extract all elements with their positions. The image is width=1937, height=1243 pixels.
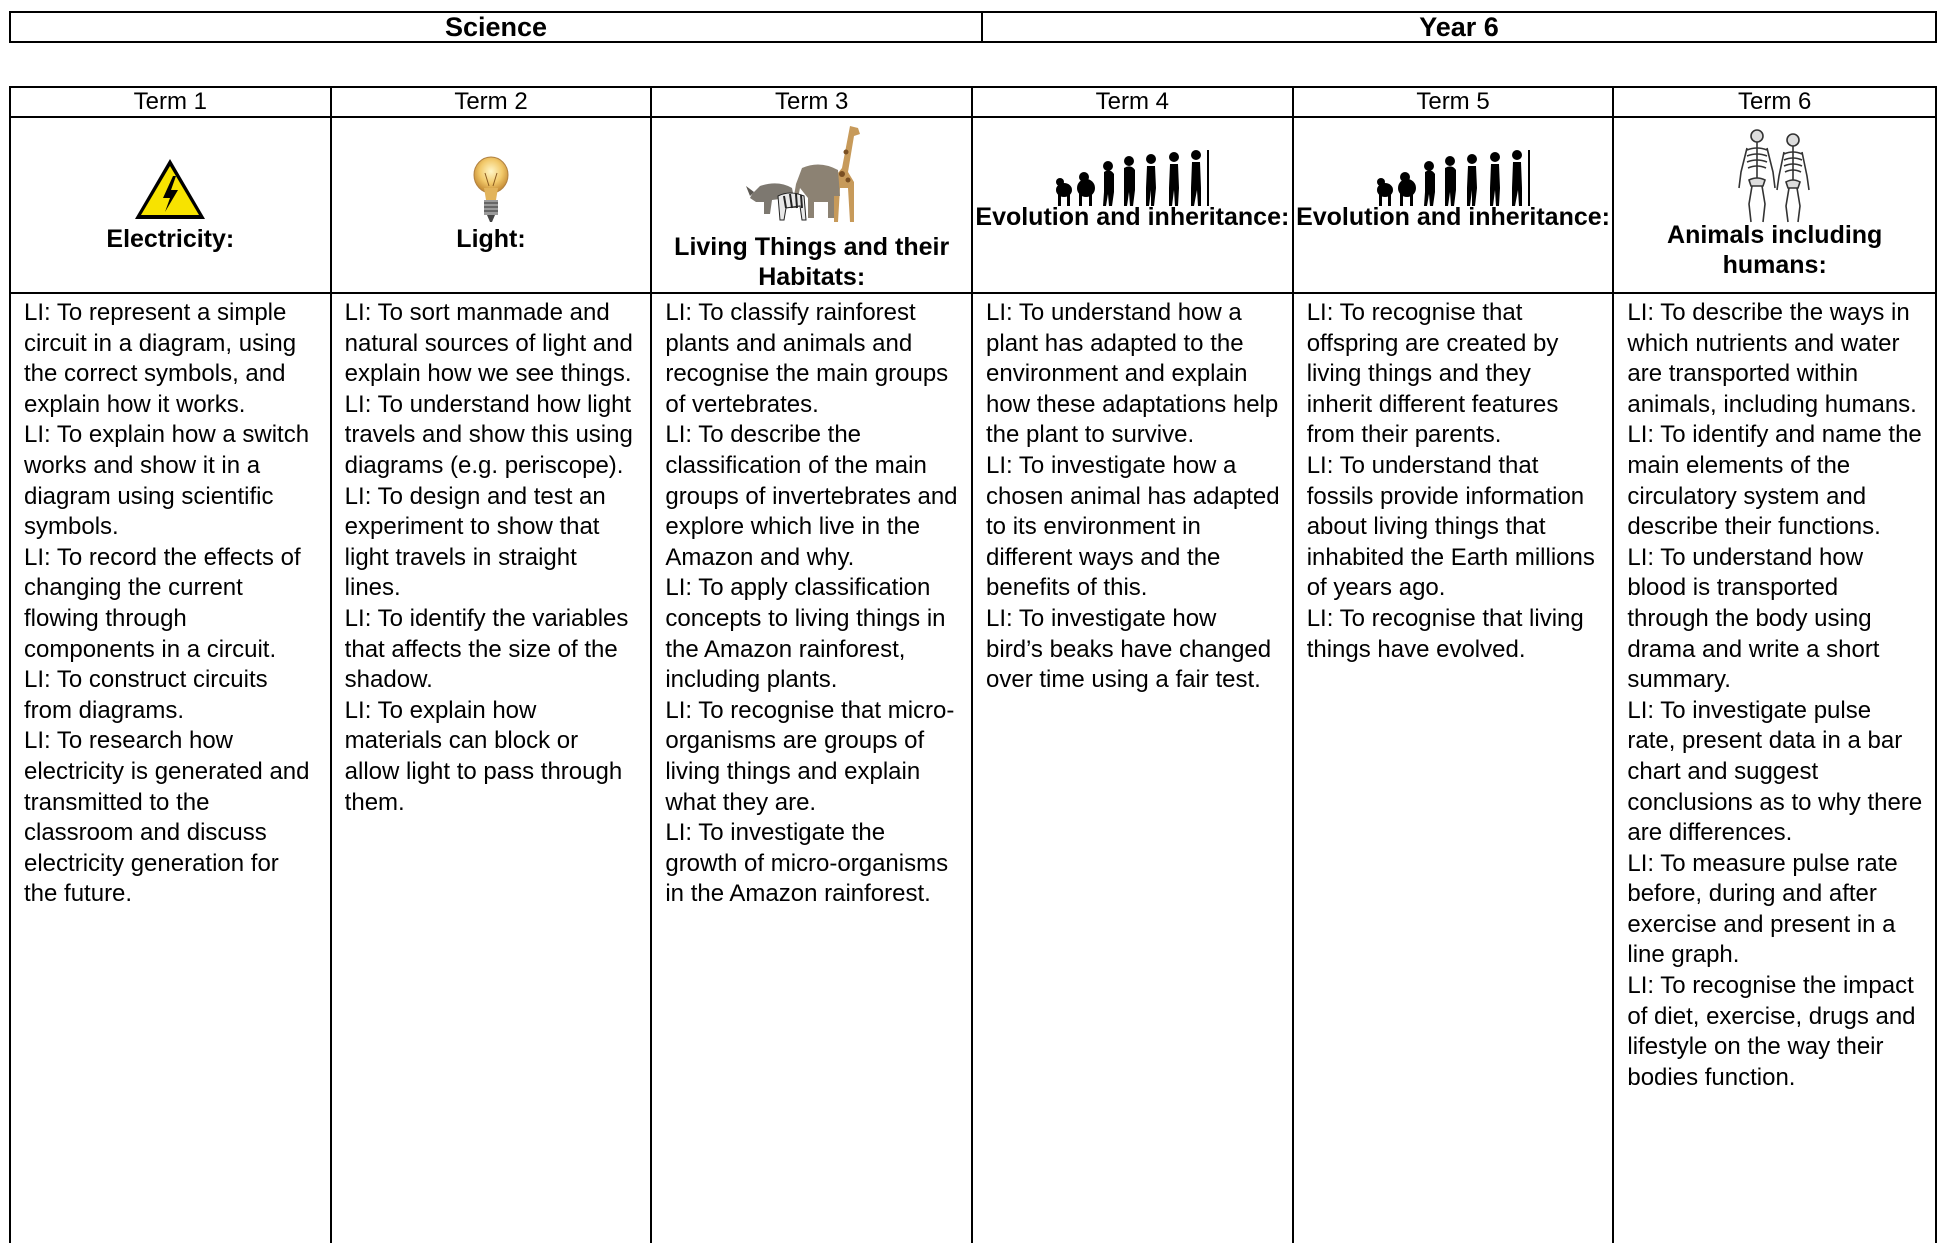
objectives-cell-term-2 bbox=[332, 294, 653, 1243]
topic-cell bbox=[973, 118, 1294, 292]
learning-objective: LI: To describe the classification of the main groups of invertebrates and explore which live in the Amazon and why. bbox=[665, 421, 958, 571]
electricity-warning-icon bbox=[11, 156, 330, 222]
year-title: Year 6 bbox=[1419, 11, 1499, 42]
topic-title: Electricity: bbox=[106, 225, 235, 253]
learning-objective: LI: To understand that fossils provide information about living things that inhabited the Earth millions of years ago. bbox=[1306, 451, 1595, 602]
topic-cell bbox=[1294, 118, 1615, 292]
learning-objective: LI: To represent a simple circuit in a diagram, using the correct symbols, and explain how it works. bbox=[24, 299, 297, 418]
learning-objective: LI: To identify and name the main elements of the circulatory system and describe their functions. bbox=[1627, 421, 1922, 541]
learning-objective: LI: To investigate pulse rate, present data in a bar chart and suggest conclusions as to why there are differences. bbox=[1627, 696, 1923, 847]
learning-objective: LI: To understand how blood is transported through the body using drama and write a short summary. bbox=[1627, 543, 1880, 694]
learning-objective: LI: To recognise the impact of diet, exercise, drugs and lifestyle on the way their bodies function. bbox=[1627, 972, 1916, 1091]
skeleton-icon bbox=[1614, 128, 1935, 224]
learning-objective: LI: To sort manmade and natural sources of light and explain how we see things. bbox=[344, 299, 633, 388]
evolution-icon bbox=[1294, 148, 1613, 208]
topic-cell bbox=[11, 118, 332, 292]
objectives-cell-term-3 bbox=[652, 294, 973, 1243]
learning-objective: LI: To explain how a switch works and show it in a diagram using scientific symbols. bbox=[24, 421, 310, 541]
learning-objective: LI: To investigate how a chosen animal has adapted to its environment in different ways and the benefits of this. bbox=[986, 451, 1280, 602]
topic-title: Evolution and inheritance: bbox=[1296, 203, 1610, 231]
learning-objective: LI: To measure pulse rate before, during and after exercise and present in a line graph. bbox=[1627, 849, 1898, 969]
term-header: Term 1 bbox=[11, 88, 332, 116]
header-banner bbox=[9, 11, 1937, 43]
learning-objective: LI: To construct circuits from diagrams. bbox=[24, 666, 268, 724]
term-header: Term 3 bbox=[652, 88, 973, 116]
animals-icon bbox=[652, 122, 971, 226]
learning-objective: LI: To understand how a plant has adapted to the environment and explain how these adaptations help the plant to survive. bbox=[986, 299, 1279, 449]
topic-title: Animals including humans: bbox=[1667, 221, 1883, 279]
term-header: Term 2 bbox=[332, 88, 653, 116]
term-header-row bbox=[11, 88, 1935, 118]
learning-objective: LI: To understand how light travels and show this using diagrams (e.g. periscope). bbox=[344, 390, 633, 479]
topic-title: Evolution and inheritance: bbox=[975, 203, 1290, 231]
topic-title: Living Things and their Habitats: bbox=[674, 233, 950, 291]
objectives-cell-term-1 bbox=[11, 294, 332, 1243]
subject-title: Science bbox=[11, 13, 983, 41]
objectives-cell-term-6 bbox=[1614, 294, 1935, 1243]
objectives-cell-term-4 bbox=[973, 294, 1294, 1243]
learning-objective: LI: To apply classification concepts to living things in the Amazon rainforest, including plants. bbox=[665, 574, 946, 694]
evolution-icon bbox=[973, 148, 1292, 208]
learning-objective: LI: To record the effects of changing the current flowing through components in a circuit. bbox=[24, 543, 301, 663]
learning-objective: LI: To recognise that living things have evolved. bbox=[1306, 604, 1584, 663]
learning-objective: LI: To design and test an experiment to show that light travels in straight lines. bbox=[344, 482, 606, 602]
learning-objective: LI: To investigate how bird’s beaks have changed over time using a fair test. bbox=[986, 604, 1272, 694]
learning-objective: LI: To recognise that micro-organisms are groups of living things and explain what they are. bbox=[665, 696, 955, 816]
term-header: Term 6 bbox=[1738, 88, 1812, 115]
term-header: Term 5 bbox=[1294, 88, 1615, 116]
learning-objective: LI: To investigate the growth of micro-organisms in the Amazon rainforest. bbox=[665, 819, 949, 908]
topic-title: Light: bbox=[456, 225, 526, 253]
learning-objective: LI: To research how electricity is generated and transmitted to the classroom and discuss electricity generation for the future. bbox=[24, 727, 310, 908]
light-bulb-icon bbox=[332, 156, 651, 224]
learning-objective: LI: To classify rainforest plants and animals and recognise the main groups of vertebrates. bbox=[665, 299, 949, 418]
topic-cell bbox=[332, 118, 653, 292]
curriculum-table bbox=[9, 86, 1937, 1243]
learning-objective: LI: To recognise that offspring are created by living things and they inherit different features from their parents. bbox=[1306, 299, 1559, 449]
objectives-row bbox=[11, 294, 1935, 1243]
topic-cell bbox=[1614, 118, 1935, 292]
term-header: Term 4 bbox=[973, 88, 1294, 116]
learning-objective: LI: To explain how materials can block or allow light to pass through them. bbox=[344, 696, 623, 816]
objectives-cell-term-5 bbox=[1294, 294, 1615, 1243]
learning-objective: LI: To identify the variables that affects the size of the shadow. bbox=[344, 604, 629, 694]
topic-cell bbox=[652, 118, 973, 292]
learning-objective: LI: To describe the ways in which nutrients and water are transported within animals, including humans. bbox=[1627, 299, 1917, 418]
topic-row bbox=[11, 118, 1935, 294]
